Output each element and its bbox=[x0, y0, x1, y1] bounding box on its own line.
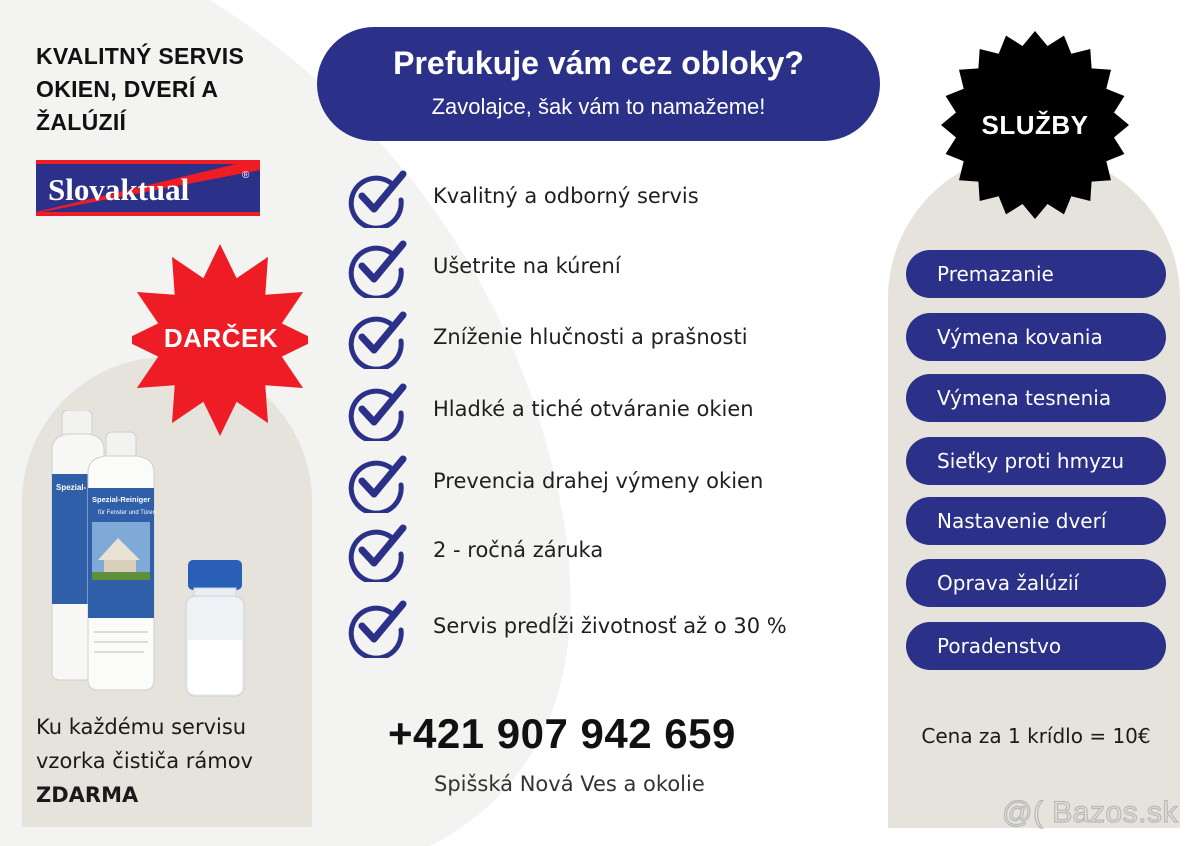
service-pill: Výmena tesnenia bbox=[906, 374, 1166, 422]
benefit-item bbox=[345, 379, 865, 443]
benefit-item bbox=[345, 236, 865, 300]
gift-caption-text: Ku každému servisu vzorka čističa rámov bbox=[36, 715, 253, 773]
check-circle-icon bbox=[345, 166, 407, 228]
bazos-watermark: @( Bazos.sk bbox=[1002, 796, 1178, 829]
service-pill: Premazanie bbox=[906, 250, 1166, 298]
check-circle-icon bbox=[345, 379, 407, 441]
slovaktual-logo bbox=[36, 160, 260, 216]
headline-title: Prefukuje vám cez obloky? bbox=[393, 45, 804, 81]
benefit-text: Zníženie hlučnosti a prašnosti bbox=[433, 325, 748, 349]
svg-text:Slovaktual: Slovaktual bbox=[48, 172, 190, 207]
check-circle-icon bbox=[345, 451, 407, 513]
cleaner-sample-products bbox=[48, 410, 258, 700]
service-pill: Výmena kovania bbox=[906, 313, 1166, 361]
benefit-text: Servis predĺži životnosť až o 30 % bbox=[433, 614, 787, 638]
service-pill: Oprava žalúzií bbox=[906, 559, 1166, 607]
gift-caption bbox=[36, 710, 296, 812]
price-note: Cena za 1 krídlo = 10€ bbox=[921, 724, 1151, 748]
benefit-text: 2 - ročná záruka bbox=[433, 538, 604, 562]
benefit-text: Kvalitný a odborný servis bbox=[433, 184, 699, 208]
check-circle-icon bbox=[345, 520, 407, 582]
benefit-text: Hladké a tiché otváranie okien bbox=[433, 397, 754, 421]
gift-caption-highlight: ZDARMA bbox=[36, 783, 139, 807]
headline-banner bbox=[317, 27, 880, 141]
benefit-item bbox=[345, 596, 865, 660]
benefit-item bbox=[345, 520, 865, 584]
benefit-item bbox=[345, 307, 865, 371]
company-title: KVALITNÝ SERVIS OKIEN, DVERÍ A ŽALÚZIÍ bbox=[36, 43, 245, 135]
front-bottle-label: Spezial-Reiniger bbox=[92, 495, 151, 504]
service-pill: Poradenstvo bbox=[906, 622, 1166, 670]
check-circle-icon bbox=[345, 307, 407, 369]
svg-text:®: ® bbox=[242, 170, 250, 181]
benefit-text: Ušetrite na kúrení bbox=[433, 254, 621, 278]
service-pill: Nastavenie dverí bbox=[906, 497, 1166, 545]
headline-subtitle: Zavolajce, šak vám to namažeme! bbox=[431, 94, 766, 119]
benefit-item bbox=[345, 166, 865, 230]
check-circle-icon bbox=[345, 596, 407, 658]
gift-badge-label: DARČEK bbox=[163, 323, 279, 353]
services-heading: SLUŽBY bbox=[981, 110, 1089, 140]
benefit-text: Prevencia drahej výmeny okien bbox=[433, 469, 764, 493]
check-circle-icon bbox=[345, 236, 407, 298]
service-pill: Sieťky proti hmyzu bbox=[906, 437, 1166, 485]
front-bottle-sublabel: für Fenster und Türen bbox=[98, 510, 156, 516]
benefit-item bbox=[345, 451, 865, 515]
back-bottle-label: Spezial- bbox=[56, 483, 87, 492]
phone-number[interactable]: +421 907 942 659 bbox=[388, 710, 736, 757]
service-area: Spišská Nová Ves a okolie bbox=[434, 772, 705, 796]
